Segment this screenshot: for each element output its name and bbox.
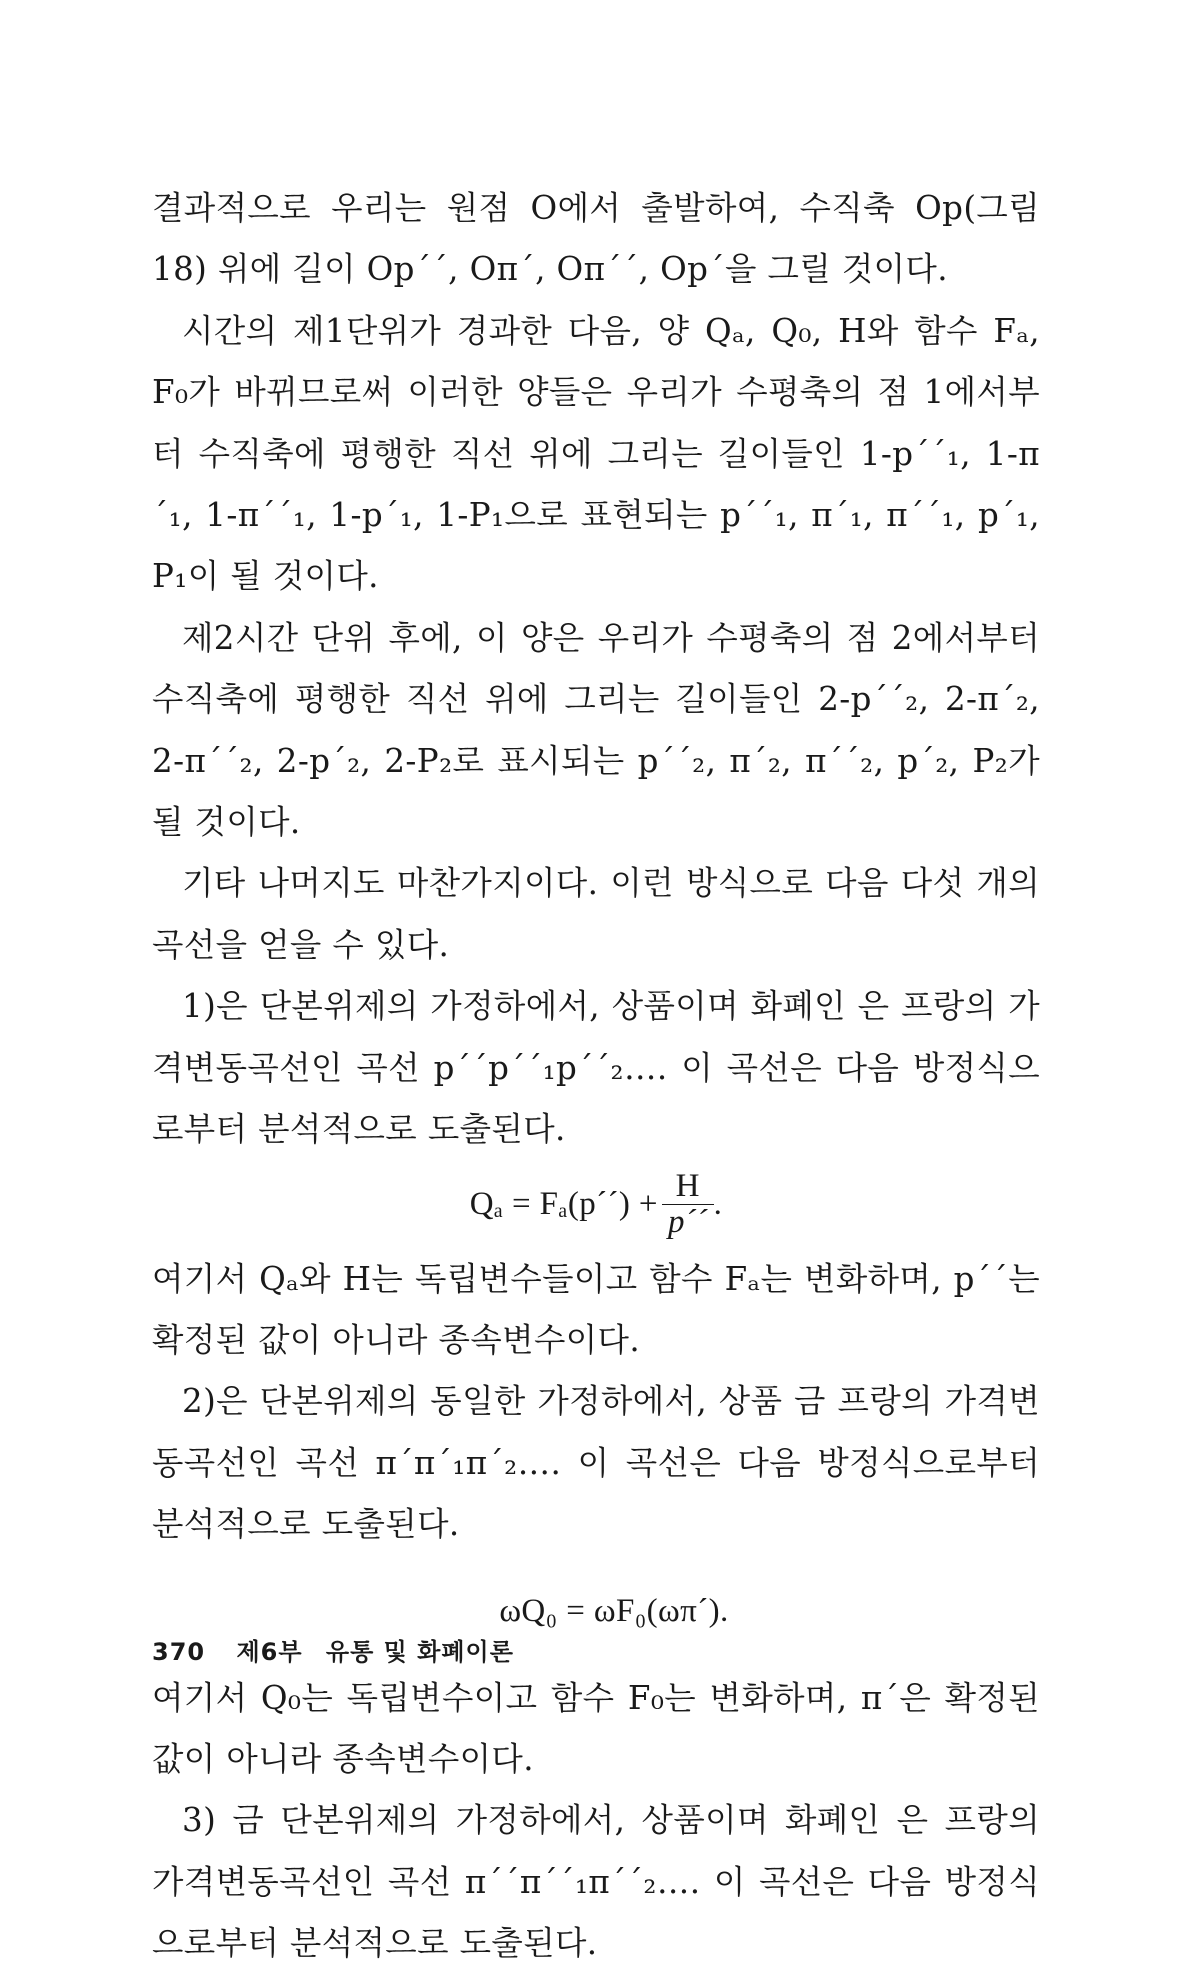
page-body <box>152 178 1040 1975</box>
paragraph-5: 1)은 단본위제의 가정하에서, 상품이며 화폐인 은 프랑의 가격변동곡선인 곡선 p´´p´´₁p´´₂…. 이 곡선은 다음 방정식으로부터 분석적으로 도출된다. <box>152 987 1040 1149</box>
part-title: 유통 및 화폐이론 <box>325 1638 514 1666</box>
paragraph-1: 결과적으로 우리는 원점 O에서 출발하여, 수직축 Op(그림 18) 위에 길이 Op´´, Oπ´, Oπ´´, Op´을 그릴 것이다. <box>152 189 1040 289</box>
equation-2: ωQ₀ = ωF₀(ωπ´). <box>499 1592 729 1629</box>
page-number: 370 <box>152 1638 206 1666</box>
equation-1-end: . <box>713 1185 723 1222</box>
equation-1-numerator: H <box>662 1169 714 1205</box>
page-footer <box>152 1632 514 1667</box>
equation-1-fraction <box>662 1169 714 1239</box>
equation-1-denominator: p´´ <box>667 1204 708 1240</box>
paragraph-2: 시간의 제1단위가 경과한 다음, 양 Qₐ, Q₀, H와 함수 Fₐ, F₀가 바뀌므로써 이러한 양들은 우리가 수평축의 점 1에서부터 수직축에 평행한 직선 위에 그리는 길이들인 1-p´´₁, 1-π´₁, 1-π´´₁, 1-p´₁, 1-P₁으로 표현되는 p´´₁, π´₁, π´´₁, p´₁, P₁이 될 것이다. <box>152 311 1040 596</box>
equation-1-left: Qₐ = Fₐ(p´´) + <box>469 1185 658 1222</box>
paragraph-7: 2)은 단본위제의 동일한 가정하에서, 상품 금 프랑의 가격변동곡선인 곡선 π´π´₁π´₂…. 이 곡선은 다음 방정식으로부터 분석적으로 도출된다. <box>152 1382 1040 1544</box>
paragraph-9: 3) 금 단본위제의 가정하에서, 상품이며 화폐인 은 프랑의 가격변동곡선인 곡선 π´´π´´₁π´´₂…. 이 곡선은 다음 방정식으로부터 분석적으로 도출된다. <box>152 1801 1040 1963</box>
equation-1 <box>152 1161 1040 1249</box>
paragraph-6: 여기서 Qₐ와 H는 독립변수들이고 함수 Fₐ는 변화하며, p´´는 확정된 값이 아니라 종속변수이다. <box>152 1259 1040 1359</box>
paragraph-3: 제2시간 단위 후에, 이 양은 우리가 수평축의 점 2에서부터 수직축에 평행한 직선 위에 그리는 길이들인 2-p´´₂, 2-π´₂, 2-π´´₂, 2-p´₂, 2-P₂로 표시되는 p´´₂, π´₂, π´´₂, p´₂, P₂가 될 것이다. <box>152 618 1040 842</box>
paragraph-4: 기타 나머지도 마찬가지이다. 이런 방식으로 다음 다섯 개의 곡선을 얻을 수 있다. <box>152 864 1040 964</box>
part-label: 제6부 <box>236 1638 303 1666</box>
paragraph-8: 여기서 Q₀는 독립변수이고 함수 F₀는 변화하며, π´은 확정된 값이 아니라 종속변수이다. <box>152 1678 1040 1778</box>
